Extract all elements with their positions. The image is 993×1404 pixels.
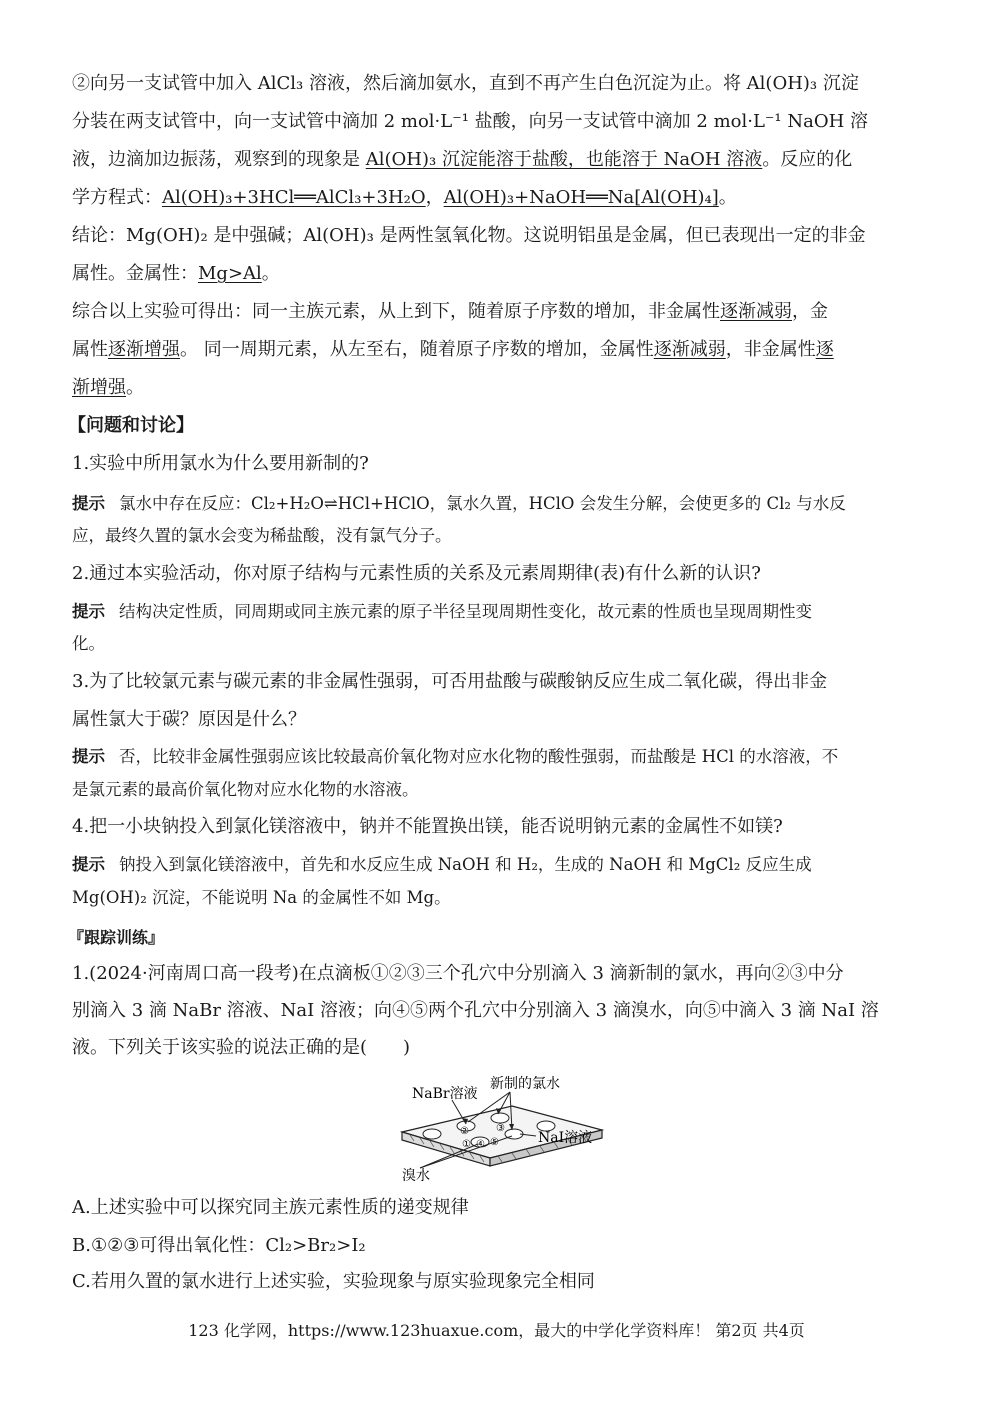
- hint-label: 提示: [72, 494, 105, 513]
- summary-text: 。 同一周期元素，从左至右，随着原子序数的增加，金属性: [180, 339, 654, 360]
- summary-line3: [72, 376, 144, 400]
- hint-3-line2: 是氯元素的最高价氧化物对应水化物的水溶液。: [72, 780, 419, 799]
- well-label-1: ①: [462, 1139, 471, 1150]
- well-label-5: ⑤: [490, 1137, 499, 1148]
- hint-2-line2: 化。: [72, 634, 105, 653]
- hint-label: 提示: [72, 855, 105, 874]
- option-b: B.①②③可得出氧化性：Cl₂>Br₂>I₂: [72, 1235, 366, 1256]
- hint-4-line2: Mg(OH)₂ 沉淀，不能说明 Na 的金属性不如 Mg。: [72, 888, 451, 907]
- well-label-2: ②: [460, 1126, 469, 1137]
- well: [423, 1129, 441, 1139]
- hint-text: 钠投入到氯化镁溶液中，首先和水反应生成 NaOH 和 H₂，生成的 NaOH 和 MgCl₂ 反应生成: [119, 855, 812, 874]
- hint-label: 提示: [72, 747, 105, 766]
- hint-1-line1: [72, 492, 846, 516]
- equation-2: Al(OH)₃+NaOH══Na[Al(OH)₄]: [443, 187, 719, 208]
- page-footer: 123 化学网，https://www.123huaxue.com，最大的中学化学资料库！ 第2页 共4页: [188, 1321, 805, 1340]
- label-bromine-water: 溴水: [402, 1168, 430, 1184]
- hint-4-line1: [72, 853, 812, 877]
- question-4: 4.把一小块钠投入到氯化镁溶液中，钠并不能置换出镁，能否说明钠元素的金属性不如镁?: [72, 816, 783, 837]
- para1-line3: [72, 148, 852, 172]
- well: [491, 1113, 509, 1123]
- equation-1: Al(OH)₃+3HCl══AlCl₃+3H₂O: [162, 187, 426, 208]
- answer-blank: Al(OH)₃ 沉淀能溶于盐酸，也能溶于 NaOH 溶液: [365, 149, 763, 170]
- answer-blank: 渐增强: [72, 377, 126, 398]
- hint-2-line1: [72, 600, 812, 624]
- spot-plate-figure: [380, 1068, 620, 1188]
- training-q1-line2: 别滴入 3 滴 NaBr 溶液、NaI 溶液；向④⑤两个孔穴中分别滴入 3 滴溴水，向⑤中滴入 3 滴 NaI 溶: [72, 1000, 879, 1021]
- hint-3-line1: [72, 745, 838, 769]
- answer-blank: 逐渐增强: [108, 339, 180, 360]
- summary-text: 属性: [72, 339, 108, 360]
- option-a: A.上述实验中可以探究同主族元素性质的递变规律: [72, 1197, 469, 1218]
- label-nai: NaI溶液: [538, 1130, 593, 1146]
- answer-blank: 逐渐减弱: [720, 301, 792, 322]
- summary-text: ，非金属性: [725, 339, 816, 360]
- comma: ，: [425, 187, 444, 208]
- training-q1-line3: 液。下列关于该实验的说法正确的是( ): [72, 1037, 411, 1058]
- period: 。: [126, 377, 144, 398]
- training-q1-line1: 1.(2024·河南周口高一段考)在点滴板①②③三个孔穴中分别滴入 3 滴新制的氯水，再向②③中分: [72, 963, 844, 984]
- conclusion-line2: [72, 262, 280, 286]
- hint-text: 结构决定性质，同周期或同主族元素的原子半径呈现周期性变化，故元素的性质也呈现周期性变: [119, 602, 812, 621]
- period: 。: [718, 187, 737, 208]
- question-2: 2.通过本实验活动，你对原子结构与元素性质的关系及元素周期律(表)有什么新的认识?: [72, 563, 761, 584]
- question-3-line1: 3.为了比较氯元素与碳元素的非金属性强弱，可否用盐酸与碳酸钠反应生成二氧化碳，得出非金: [72, 671, 828, 692]
- label-nabr: NaBr溶液: [412, 1086, 478, 1102]
- summary-line2: [72, 338, 834, 362]
- para1-line2: 分装在两支试管中，向一支试管中滴加 2 mol·L⁻¹ 盐酸，向另一支试管中滴加 2 mol·L⁻¹ NaOH 溶: [72, 111, 868, 132]
- label-chlorine-water: 新制的氯水: [490, 1076, 560, 1092]
- conclusion-text: 属性。金属性：: [72, 263, 198, 284]
- para1-line1: ②向另一支试管中加入 AlCl₃ 溶液，然后滴加氨水，直到不再产生白色沉淀为止。将 Al(OH)₃ 沉淀: [72, 73, 859, 94]
- hint-1-line2: 应，最终久置的氯水会变为稀盐酸，没有氯气分子。: [72, 526, 452, 545]
- answer-blank: Mg>Al: [198, 263, 262, 284]
- question-1: 1.实验中所用氯水为什么要用新制的?: [72, 453, 369, 474]
- training-heading: 『跟踪训练』: [68, 928, 165, 947]
- hint-text: 否，比较非金属性强弱应该比较最高价氧化物对应水化物的酸性强弱，而盐酸是 HCl 的水溶液，不: [119, 747, 839, 766]
- summary-text: 综合以上实验可得出：同一主族元素，从上到下，随着原子序数的增加，非金属性: [72, 301, 720, 322]
- summary-line1: [72, 300, 828, 324]
- para1-line4: [72, 186, 737, 210]
- para1-line3-text: 液，边滴加边振荡，观察到的现象是: [72, 149, 366, 170]
- summary-text-end: ，金: [792, 301, 828, 322]
- option-c: C.若用久置的氯水进行上述实验，实验现象与原实验现象完全相同: [72, 1271, 595, 1292]
- para1-line3-end: 。反应的化: [762, 149, 853, 170]
- question-3-line2: 属性氯大于碳？原因是什么？: [72, 709, 306, 730]
- well-label-3: ③: [496, 1123, 505, 1134]
- answer-blank: 逐: [815, 339, 834, 360]
- well-label-4: ④: [476, 1139, 485, 1150]
- equation-label: 学方程式：: [72, 187, 162, 208]
- hint-label: 提示: [72, 602, 105, 621]
- answer-blank: 逐渐减弱: [653, 339, 726, 360]
- conclusion-line1: 结论：Mg(OH)₂ 是中强碱；Al(OH)₃ 是两性氢氧化物。这说明铝虽是金属，但已表现出一定的非金: [72, 225, 866, 246]
- hint-text: 氯水中存在反应：Cl₂+H₂O⇌HCl+HClO，氯水久置，HClO 会发生分解，会使更多的 Cl₂ 与水反: [119, 494, 846, 513]
- period: 。: [261, 263, 280, 284]
- discussion-heading: 【问题和讨论】: [68, 415, 194, 436]
